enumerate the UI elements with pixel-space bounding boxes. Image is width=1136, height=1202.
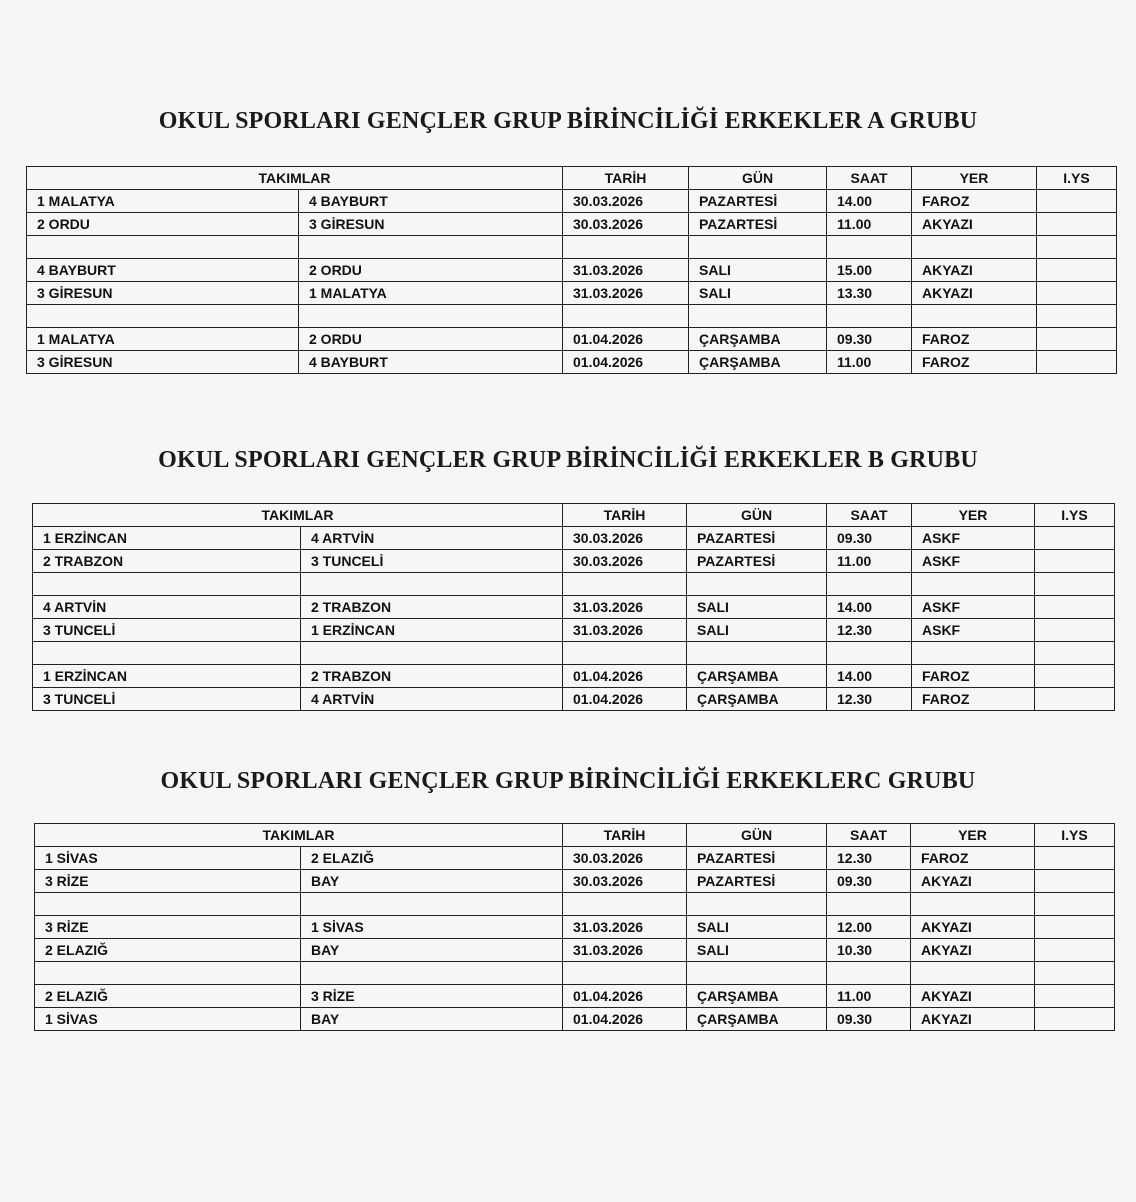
score-cell bbox=[1037, 213, 1117, 236]
away-team-cell: 2 ELAZIĞ bbox=[301, 847, 563, 870]
time-cell: 12.30 bbox=[827, 847, 911, 870]
day-cell: PAZARTESİ bbox=[689, 213, 827, 236]
time-cell: 13.30 bbox=[827, 282, 912, 305]
home-team-cell: 2 ELAZIĞ bbox=[35, 985, 301, 1008]
header-score: I.YS bbox=[1035, 824, 1115, 847]
day-cell: ÇARŞAMBA bbox=[687, 1008, 827, 1031]
day-cell: SALI bbox=[687, 939, 827, 962]
date-cell: 30.03.2026 bbox=[563, 190, 689, 213]
schedule-table bbox=[34, 823, 1115, 1031]
time-cell: 09.30 bbox=[827, 870, 911, 893]
time-cell bbox=[827, 236, 912, 259]
score-cell bbox=[1037, 305, 1117, 328]
header-score: I.YS bbox=[1035, 504, 1115, 527]
date-cell: 01.04.2026 bbox=[563, 688, 687, 711]
table-row bbox=[27, 259, 1117, 282]
score-cell bbox=[1035, 847, 1115, 870]
place-cell: FAROZ bbox=[912, 351, 1037, 374]
score-cell bbox=[1035, 573, 1115, 596]
header-date: TARİH bbox=[563, 504, 687, 527]
header-teams: TAKIMLAR bbox=[33, 504, 563, 527]
away-team-cell: BAY bbox=[301, 1008, 563, 1031]
home-team-cell: 1 MALATYA bbox=[27, 190, 299, 213]
score-cell bbox=[1035, 962, 1115, 985]
day-cell bbox=[687, 573, 827, 596]
place-cell: AKYAZI bbox=[911, 985, 1035, 1008]
date-cell: 01.04.2026 bbox=[563, 1008, 687, 1031]
day-cell bbox=[687, 962, 827, 985]
place-cell: AKYAZI bbox=[912, 282, 1037, 305]
away-team-cell bbox=[299, 236, 563, 259]
table-row bbox=[33, 596, 1115, 619]
table-row bbox=[27, 282, 1117, 305]
home-team-cell: 1 ERZİNCAN bbox=[33, 665, 301, 688]
time-cell: 11.00 bbox=[827, 550, 912, 573]
header-place: YER bbox=[912, 504, 1035, 527]
score-cell bbox=[1035, 916, 1115, 939]
place-cell bbox=[912, 305, 1037, 328]
home-team-cell: 1 ERZİNCAN bbox=[33, 527, 301, 550]
away-team-cell: 2 TRABZON bbox=[301, 665, 563, 688]
header-score: I.YS bbox=[1037, 167, 1117, 190]
day-cell: PAZARTESİ bbox=[687, 527, 827, 550]
day-cell: SALI bbox=[687, 619, 827, 642]
score-cell bbox=[1035, 1008, 1115, 1031]
day-cell: SALI bbox=[687, 916, 827, 939]
header-place: YER bbox=[912, 167, 1037, 190]
place-cell: AKYAZI bbox=[912, 259, 1037, 282]
table-row bbox=[27, 213, 1117, 236]
time-cell bbox=[827, 962, 911, 985]
time-cell: 11.00 bbox=[827, 985, 911, 1008]
score-cell bbox=[1035, 550, 1115, 573]
day-cell: PAZARTESİ bbox=[687, 870, 827, 893]
place-cell bbox=[912, 236, 1037, 259]
table-row bbox=[35, 916, 1115, 939]
away-team-cell: 4 ARTVİN bbox=[301, 688, 563, 711]
header-date: TARİH bbox=[563, 167, 689, 190]
score-cell bbox=[1037, 328, 1117, 351]
home-team-cell: 2 TRABZON bbox=[33, 550, 301, 573]
time-cell: 12.30 bbox=[827, 688, 912, 711]
date-cell bbox=[563, 573, 687, 596]
day-cell: SALI bbox=[687, 596, 827, 619]
schedule-table bbox=[26, 166, 1117, 374]
home-team-cell: 3 RİZE bbox=[35, 870, 301, 893]
place-cell: AKYAZI bbox=[911, 870, 1035, 893]
away-team-cell: 2 ORDU bbox=[299, 328, 563, 351]
time-cell: 14.00 bbox=[827, 665, 912, 688]
table-row bbox=[35, 939, 1115, 962]
time-cell: 10.30 bbox=[827, 939, 911, 962]
away-team-cell bbox=[301, 962, 563, 985]
table-row bbox=[35, 1008, 1115, 1031]
home-team-cell bbox=[35, 893, 301, 916]
group-title: OKUL SPORLARI GENÇLER GRUP BİRİNCİLİĞİ ERKEKLERC GRUBU bbox=[160, 768, 976, 794]
score-cell bbox=[1035, 870, 1115, 893]
header-row bbox=[27, 167, 1117, 190]
place-cell: AKYAZI bbox=[911, 939, 1035, 962]
place-cell: AKYAZI bbox=[911, 916, 1035, 939]
time-cell: 09.30 bbox=[827, 1008, 911, 1031]
header-teams: TAKIMLAR bbox=[35, 824, 563, 847]
day-cell: ÇARŞAMBA bbox=[687, 985, 827, 1008]
table-row bbox=[27, 305, 1117, 328]
table-row bbox=[33, 665, 1115, 688]
home-team-cell: 3 GİRESUN bbox=[27, 351, 299, 374]
home-team-cell: 2 ELAZIĞ bbox=[35, 939, 301, 962]
table-row bbox=[35, 847, 1115, 870]
score-cell bbox=[1035, 939, 1115, 962]
away-team-cell: 2 TRABZON bbox=[301, 596, 563, 619]
away-team-cell bbox=[301, 642, 563, 665]
score-cell bbox=[1035, 893, 1115, 916]
date-cell: 01.04.2026 bbox=[563, 328, 689, 351]
away-team-cell: 1 ERZİNCAN bbox=[301, 619, 563, 642]
home-team-cell: 1 SİVAS bbox=[35, 847, 301, 870]
table-row bbox=[27, 190, 1117, 213]
day-cell: PAZARTESİ bbox=[689, 190, 827, 213]
table-row bbox=[27, 351, 1117, 374]
day-cell bbox=[689, 236, 827, 259]
place-cell bbox=[911, 893, 1035, 916]
day-cell: ÇARŞAMBA bbox=[687, 688, 827, 711]
table-row bbox=[33, 688, 1115, 711]
header-day: GÜN bbox=[687, 824, 827, 847]
group-title: OKUL SPORLARI GENÇLER GRUP BİRİNCİLİĞİ ERKEKLER B GRUBU bbox=[158, 447, 978, 473]
home-team-cell: 3 TUNCELİ bbox=[33, 688, 301, 711]
table-row bbox=[27, 328, 1117, 351]
date-cell bbox=[563, 305, 689, 328]
day-cell: ÇARŞAMBA bbox=[687, 665, 827, 688]
date-cell bbox=[563, 962, 687, 985]
score-cell bbox=[1035, 642, 1115, 665]
home-team-cell: 4 BAYBURT bbox=[27, 259, 299, 282]
score-cell bbox=[1035, 596, 1115, 619]
header-time: SAAT bbox=[827, 167, 912, 190]
time-cell: 14.00 bbox=[827, 190, 912, 213]
time-cell bbox=[827, 573, 912, 596]
place-cell: AKYAZI bbox=[912, 213, 1037, 236]
table-row bbox=[33, 642, 1115, 665]
score-cell bbox=[1035, 665, 1115, 688]
score-cell bbox=[1037, 259, 1117, 282]
table-row bbox=[35, 893, 1115, 916]
header-date: TARİH bbox=[563, 824, 687, 847]
home-team-cell bbox=[33, 573, 301, 596]
score-cell bbox=[1037, 190, 1117, 213]
date-cell: 30.03.2026 bbox=[563, 550, 687, 573]
place-cell: ASKF bbox=[912, 596, 1035, 619]
header-day: GÜN bbox=[689, 167, 827, 190]
time-cell: 11.00 bbox=[827, 213, 912, 236]
date-cell bbox=[563, 236, 689, 259]
day-cell: ÇARŞAMBA bbox=[689, 351, 827, 374]
away-team-cell: 4 ARTVİN bbox=[301, 527, 563, 550]
table-row bbox=[27, 236, 1117, 259]
place-cell: ASKF bbox=[912, 619, 1035, 642]
place-cell: FAROZ bbox=[912, 688, 1035, 711]
home-team-cell bbox=[33, 642, 301, 665]
date-cell: 31.03.2026 bbox=[563, 259, 689, 282]
day-cell bbox=[689, 305, 827, 328]
place-cell bbox=[912, 642, 1035, 665]
time-cell: 09.30 bbox=[827, 328, 912, 351]
header-row bbox=[35, 824, 1115, 847]
home-team-cell bbox=[35, 962, 301, 985]
header-day: GÜN bbox=[687, 504, 827, 527]
away-team-cell: 3 RİZE bbox=[301, 985, 563, 1008]
day-cell: PAZARTESİ bbox=[687, 847, 827, 870]
day-cell: SALI bbox=[689, 259, 827, 282]
home-team-cell bbox=[27, 236, 299, 259]
place-cell: ASKF bbox=[912, 550, 1035, 573]
table-row bbox=[33, 527, 1115, 550]
time-cell bbox=[827, 893, 911, 916]
header-place: YER bbox=[911, 824, 1035, 847]
place-cell: AKYAZI bbox=[911, 1008, 1035, 1031]
header-time: SAAT bbox=[827, 504, 912, 527]
score-cell bbox=[1037, 236, 1117, 259]
date-cell: 30.03.2026 bbox=[563, 847, 687, 870]
table-row bbox=[35, 985, 1115, 1008]
date-cell: 31.03.2026 bbox=[563, 916, 687, 939]
away-team-cell: 1 MALATYA bbox=[299, 282, 563, 305]
time-cell: 11.00 bbox=[827, 351, 912, 374]
place-cell: FAROZ bbox=[911, 847, 1035, 870]
home-team-cell: 3 TUNCELİ bbox=[33, 619, 301, 642]
schedule-table bbox=[32, 503, 1115, 711]
date-cell: 31.03.2026 bbox=[563, 619, 687, 642]
away-team-cell bbox=[299, 305, 563, 328]
day-cell bbox=[687, 642, 827, 665]
score-cell bbox=[1037, 282, 1117, 305]
group-title: OKUL SPORLARI GENÇLER GRUP BİRİNCİLİĞİ ERKEKLER A GRUBU bbox=[158, 108, 978, 134]
date-cell: 31.03.2026 bbox=[563, 939, 687, 962]
day-cell bbox=[687, 893, 827, 916]
date-cell: 31.03.2026 bbox=[563, 596, 687, 619]
table-row bbox=[33, 619, 1115, 642]
score-cell bbox=[1037, 351, 1117, 374]
date-cell: 30.03.2026 bbox=[563, 870, 687, 893]
table-row bbox=[33, 573, 1115, 596]
table-row bbox=[35, 962, 1115, 985]
away-team-cell: BAY bbox=[301, 870, 563, 893]
place-cell bbox=[912, 573, 1035, 596]
date-cell: 01.04.2026 bbox=[563, 665, 687, 688]
home-team-cell: 1 MALATYA bbox=[27, 328, 299, 351]
header-row bbox=[33, 504, 1115, 527]
score-cell bbox=[1035, 527, 1115, 550]
date-cell: 31.03.2026 bbox=[563, 282, 689, 305]
score-cell bbox=[1035, 688, 1115, 711]
header-teams: TAKIMLAR bbox=[27, 167, 563, 190]
away-team-cell: 1 SİVAS bbox=[301, 916, 563, 939]
away-team-cell: BAY bbox=[301, 939, 563, 962]
date-cell bbox=[563, 642, 687, 665]
table-row bbox=[33, 550, 1115, 573]
time-cell: 09.30 bbox=[827, 527, 912, 550]
home-team-cell: 4 ARTVİN bbox=[33, 596, 301, 619]
time-cell: 14.00 bbox=[827, 596, 912, 619]
time-cell: 15.00 bbox=[827, 259, 912, 282]
away-team-cell bbox=[301, 573, 563, 596]
day-cell: PAZARTESİ bbox=[687, 550, 827, 573]
home-team-cell bbox=[27, 305, 299, 328]
date-cell: 01.04.2026 bbox=[563, 351, 689, 374]
away-team-cell: 3 TUNCELİ bbox=[301, 550, 563, 573]
day-cell: SALI bbox=[689, 282, 827, 305]
time-cell bbox=[827, 305, 912, 328]
away-team-cell bbox=[301, 893, 563, 916]
place-cell: FAROZ bbox=[912, 190, 1037, 213]
date-cell bbox=[563, 893, 687, 916]
place-cell bbox=[911, 962, 1035, 985]
away-team-cell: 4 BAYBURT bbox=[299, 190, 563, 213]
time-cell: 12.30 bbox=[827, 619, 912, 642]
place-cell: ASKF bbox=[912, 527, 1035, 550]
home-team-cell: 2 ORDU bbox=[27, 213, 299, 236]
home-team-cell: 3 GİRESUN bbox=[27, 282, 299, 305]
home-team-cell: 1 SİVAS bbox=[35, 1008, 301, 1031]
table-row bbox=[35, 870, 1115, 893]
header-time: SAAT bbox=[827, 824, 911, 847]
date-cell: 30.03.2026 bbox=[563, 213, 689, 236]
away-team-cell: 2 ORDU bbox=[299, 259, 563, 282]
date-cell: 01.04.2026 bbox=[563, 985, 687, 1008]
score-cell bbox=[1035, 619, 1115, 642]
time-cell bbox=[827, 642, 912, 665]
home-team-cell: 3 RİZE bbox=[35, 916, 301, 939]
place-cell: FAROZ bbox=[912, 665, 1035, 688]
time-cell: 12.00 bbox=[827, 916, 911, 939]
date-cell: 30.03.2026 bbox=[563, 527, 687, 550]
place-cell: FAROZ bbox=[912, 328, 1037, 351]
away-team-cell: 4 BAYBURT bbox=[299, 351, 563, 374]
away-team-cell: 3 GİRESUN bbox=[299, 213, 563, 236]
day-cell: ÇARŞAMBA bbox=[689, 328, 827, 351]
score-cell bbox=[1035, 985, 1115, 1008]
